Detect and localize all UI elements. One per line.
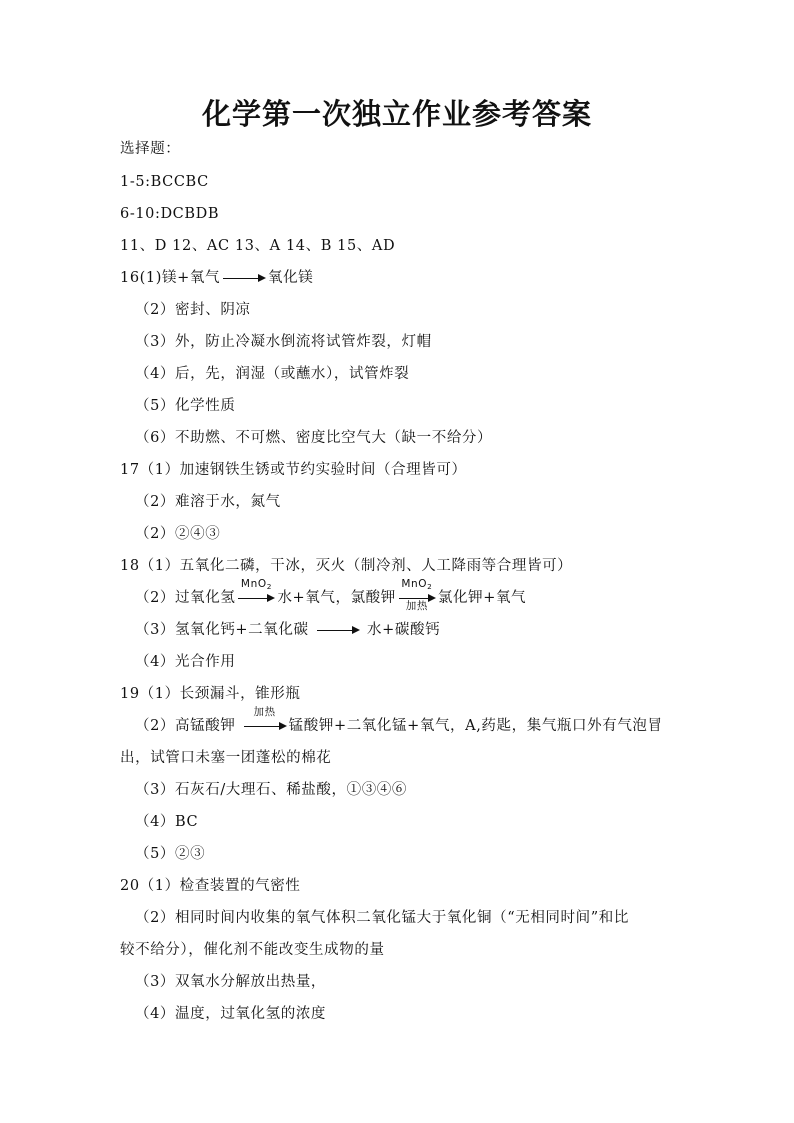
section-label: 选择题： [120, 141, 181, 157]
text: 氧化镁 [268, 270, 314, 286]
answer-16-1 [120, 268, 313, 288]
answer-18-1: 18（1）五氧化二磷，干冰，灭火（制冷剂、人工降雨等合理皆可） [120, 558, 573, 574]
answer-20-2: （2）相同时间内收集的氧气体积二氧化锰大于氧化铜（“无相同时间”和比 [135, 910, 629, 926]
text: （3）氢氧化钙+二氧化碳 [135, 622, 309, 638]
answer-18-2 [135, 578, 527, 612]
answer-17-3: （2）②④③ [135, 526, 221, 542]
catalyst-subscript: 2 [266, 582, 272, 591]
catalyst-arrow-icon [237, 578, 275, 608]
catalyst-heat-arrow-icon [398, 578, 436, 612]
page-title: 化学第一次独立作业参考答案 [201, 97, 592, 131]
answer-20-2-cont: 较不给分），催化剂不能改变生成物的量 [120, 942, 385, 958]
answer-19-3: （3）石灰石/大理石、稀盐酸，①③④⑥ [135, 782, 408, 798]
text: （2）高锰酸钾 [135, 718, 236, 734]
answer-16-5: （5）化学性质 [135, 398, 236, 414]
heat-label: 加热 [405, 600, 428, 612]
answer-19-5: （5）②③ [135, 846, 206, 862]
text: 锰酸钾+二氧化锰+氧气，A,药匙，集气瓶口外有气泡冒 [288, 718, 663, 734]
text: （2）过氧化氢 [135, 590, 236, 606]
text: 氯化钾+氧气 [437, 590, 527, 606]
answer-line-1-5: 1-5:BCCBC [120, 174, 209, 190]
answer-20-3: （3）双氧水分解放出热量， [135, 974, 327, 990]
answer-17-1: 17（1）加速钢铁生锈或节约实验时间（合理皆可） [120, 462, 467, 478]
heat-arrow-icon [243, 706, 287, 736]
text: 水+碳酸钙 [367, 622, 441, 638]
answer-19-1: 19（1）长颈漏斗，锥形瓶 [120, 686, 301, 702]
answer-18-3 [135, 620, 440, 640]
answer-19-2-cont: 出，试管口未塞一团蓬松的棉花 [120, 750, 332, 766]
answer-line-6-10: 6-10:DCBDB [120, 206, 220, 222]
answer-16-2: （2）密封、阴凉 [135, 302, 251, 318]
answer-16-3: （3）外，防止冷凝水倒流将试管炸裂，灯帽 [135, 334, 432, 350]
answer-18-4: （4）光合作用 [135, 654, 236, 670]
catalyst-label: MnO [240, 578, 267, 590]
catalyst-label: MnO [401, 578, 428, 590]
answer-20-1: 20（1）检查装置的气密性 [120, 878, 301, 894]
answer-17-2: （2）难溶于水，氮气 [135, 494, 281, 510]
text: 水+氧气，氯酸钾 [277, 590, 396, 606]
answer-20-4: （4）温度，过氧化氢的浓度 [135, 1006, 327, 1022]
answer-line-11-15: 11、D 12、AC 13、A 14、B 15、AD [120, 238, 396, 254]
heat-label: 加热 [253, 706, 276, 718]
reaction-arrow-icon [222, 268, 266, 288]
answer-19-2 [135, 706, 663, 736]
answer-16-4: （4）后，先，润湿（或蘸水），试管炸裂 [135, 366, 410, 382]
answer-16-6: （6）不助燃、不可燃、密度比空气大（缺一不给分） [135, 430, 493, 446]
reaction-arrow-icon [316, 620, 360, 640]
text: 16(1)镁+氧气 [120, 270, 221, 286]
catalyst-subscript: 2 [427, 582, 433, 591]
answer-19-4: （4）BC [135, 814, 199, 830]
